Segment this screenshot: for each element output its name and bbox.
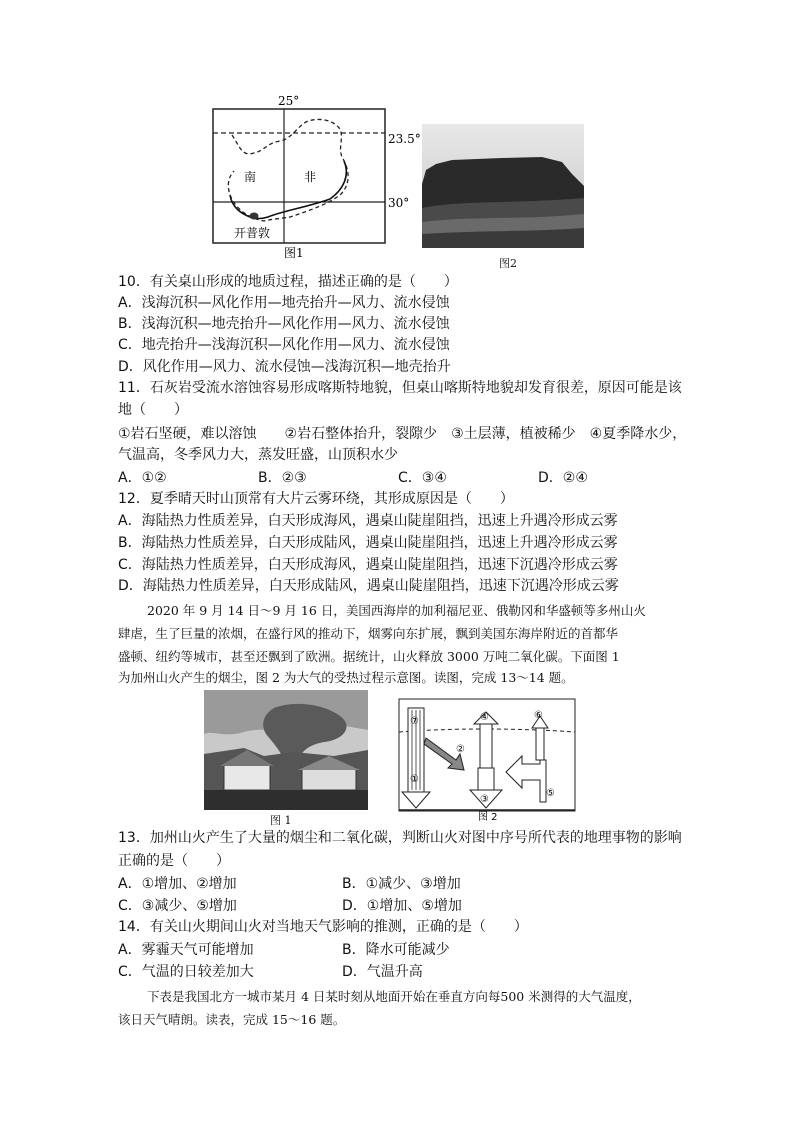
africa-map-svg	[212, 94, 421, 265]
q12-option-d: D．海陆热力性质差异，白天形成陆风，遇桌山陡崖阻挡，迅速下沉遇冷形成云雾	[118, 578, 619, 594]
q11-option-c: C．③④	[398, 470, 447, 486]
figure-map	[212, 94, 421, 265]
wildfire-photo	[204, 690, 368, 810]
label-3: ③	[480, 794, 489, 805]
q11-option-a: A．①②	[118, 470, 167, 486]
q12-option-c: C．海陆热力性质差异，白天形成海风，遇桌山陡崖阻挡，迅速下沉遇冷形成云雾	[118, 557, 618, 573]
q14-option-a: A．雾霾天气可能增加	[118, 942, 254, 958]
q13-option-d: D．①增加、⑤增加	[342, 898, 462, 914]
q13-option-c: C．③减少、⑤增加	[118, 898, 237, 914]
lat2-label: 30°	[388, 196, 410, 210]
q11-option-b: B．②③	[258, 470, 307, 486]
passage1-line4: 为加州山火产生的烟尘，图 2 为大气的受热过程示意图。读图，完成 13～14 题。	[118, 670, 574, 685]
photo2-caption: 图2	[499, 257, 517, 270]
q14-option-d: D．气温升高	[342, 964, 423, 980]
q13-option-a: A．①增加、②增加	[118, 876, 237, 892]
q13-option-b: B．①减少、③增加	[342, 876, 461, 892]
q12-stem: 12．夏季晴天时山顶常有大片云雾环绕，其形成原因是（ ）	[118, 491, 514, 507]
q11-option-d: D．②④	[538, 470, 588, 486]
q10-option-d: D．风化作用—风力、流水侵蚀—浅海沉积—地壳抬升	[118, 359, 451, 375]
atmosphere-heating-diagram	[398, 698, 576, 822]
passage2-line2: 该日天气晴朗。读表，完成 15～16 题。	[118, 1012, 346, 1027]
q14-option-b: B．降水可能减少	[342, 942, 450, 958]
passage1-line2: 肆虐，生了巨量的浓烟，在盛行风的推动下，烟雾向东扩展，飘到美国东海岸附近的首都华	[118, 626, 619, 641]
table-mountain-photo	[422, 124, 584, 248]
wildfire-photo-caption: 图 1	[270, 814, 292, 827]
q11-statements-line2: 气温高，冬季风力大，蒸发旺盛，山顶积水少	[118, 447, 398, 463]
diagram-caption: 图 2	[478, 812, 498, 823]
passage1-line3: 盛顿、纽约等城市，甚至还飘到了欧洲。据统计，山火释放 3000 万吨二氧化碳。下面图 1	[118, 649, 620, 664]
passage1-line1: 2020 年 9 月 14 日～9 月 16 日，美国西海岸的加利福尼亚、俄勒冈和华盛顿等多州山火	[147, 603, 646, 618]
label-6: ⑥	[534, 710, 543, 721]
q10-option-a: A．浅海沉积—风化作用—地壳抬升—风力、流水侵蚀	[118, 295, 450, 311]
q13-stem-line2: 正确的是（ ）	[118, 853, 230, 869]
q13-stem-line1: 13．加州山火产生了大量的烟尘和二氧化碳，判断山火对图中序号所代表的地理事物的影响	[118, 830, 682, 846]
q14-option-c: C．气温的日较差加大	[118, 964, 254, 980]
city-label: 开普敦	[234, 226, 271, 240]
country-label-left: 南	[244, 170, 257, 184]
q12-option-a: A．海陆热力性质差异，白天形成海风，遇桌山陡崖阻挡，迅速上升遇冷形成云雾	[118, 513, 618, 529]
passage2-line1: 下表是我国北方一城市某月 4 日某时刻从地面开始在垂直方向每500 米测得的大气温度，	[147, 989, 641, 1004]
label-2: ②	[456, 744, 465, 755]
label-4: ④	[480, 712, 489, 723]
q11-stem-line1: 11．石灰岩受流水溶蚀容易形成喀斯特地貌，但桌山喀斯特地貌却发育很差，原因可能是该	[118, 380, 682, 396]
q10-option-c: C．地壳抬升—浅海沉积—风化作用—风力、流水侵蚀	[118, 337, 450, 353]
label-5: ⑤	[546, 788, 555, 799]
q12-option-b: B．海陆热力性质差异，白天形成陆风，遇桌山陡崖阻挡，迅速上升遇冷形成云雾	[118, 535, 618, 551]
lat1-label: 23.5°	[388, 132, 421, 146]
q14-stem: 14．有关山火期间山火对当地天气影响的推测，正确的是（ ）	[118, 919, 528, 935]
q11-stem-line2: 地（ ）	[118, 402, 188, 418]
q10-option-b: B．浅海沉积—地壳抬升—风化作用—风力、流水侵蚀	[118, 316, 450, 332]
country-label-right: 非	[304, 170, 317, 184]
q11-statements-line1: ①岩石坚硬，难以溶蚀 ②岩石整体抬升，裂隙少 ③土层薄，植被稀少 ④夏季降水少，	[118, 426, 687, 442]
map-caption: 图1	[284, 246, 304, 260]
q10-stem: 10．有关桌山形成的地质过程，描述正确的是（ ）	[118, 274, 458, 290]
lon-label: 25°	[278, 94, 300, 108]
label-1: ①	[410, 774, 419, 785]
label-7: ⑦	[410, 716, 419, 727]
